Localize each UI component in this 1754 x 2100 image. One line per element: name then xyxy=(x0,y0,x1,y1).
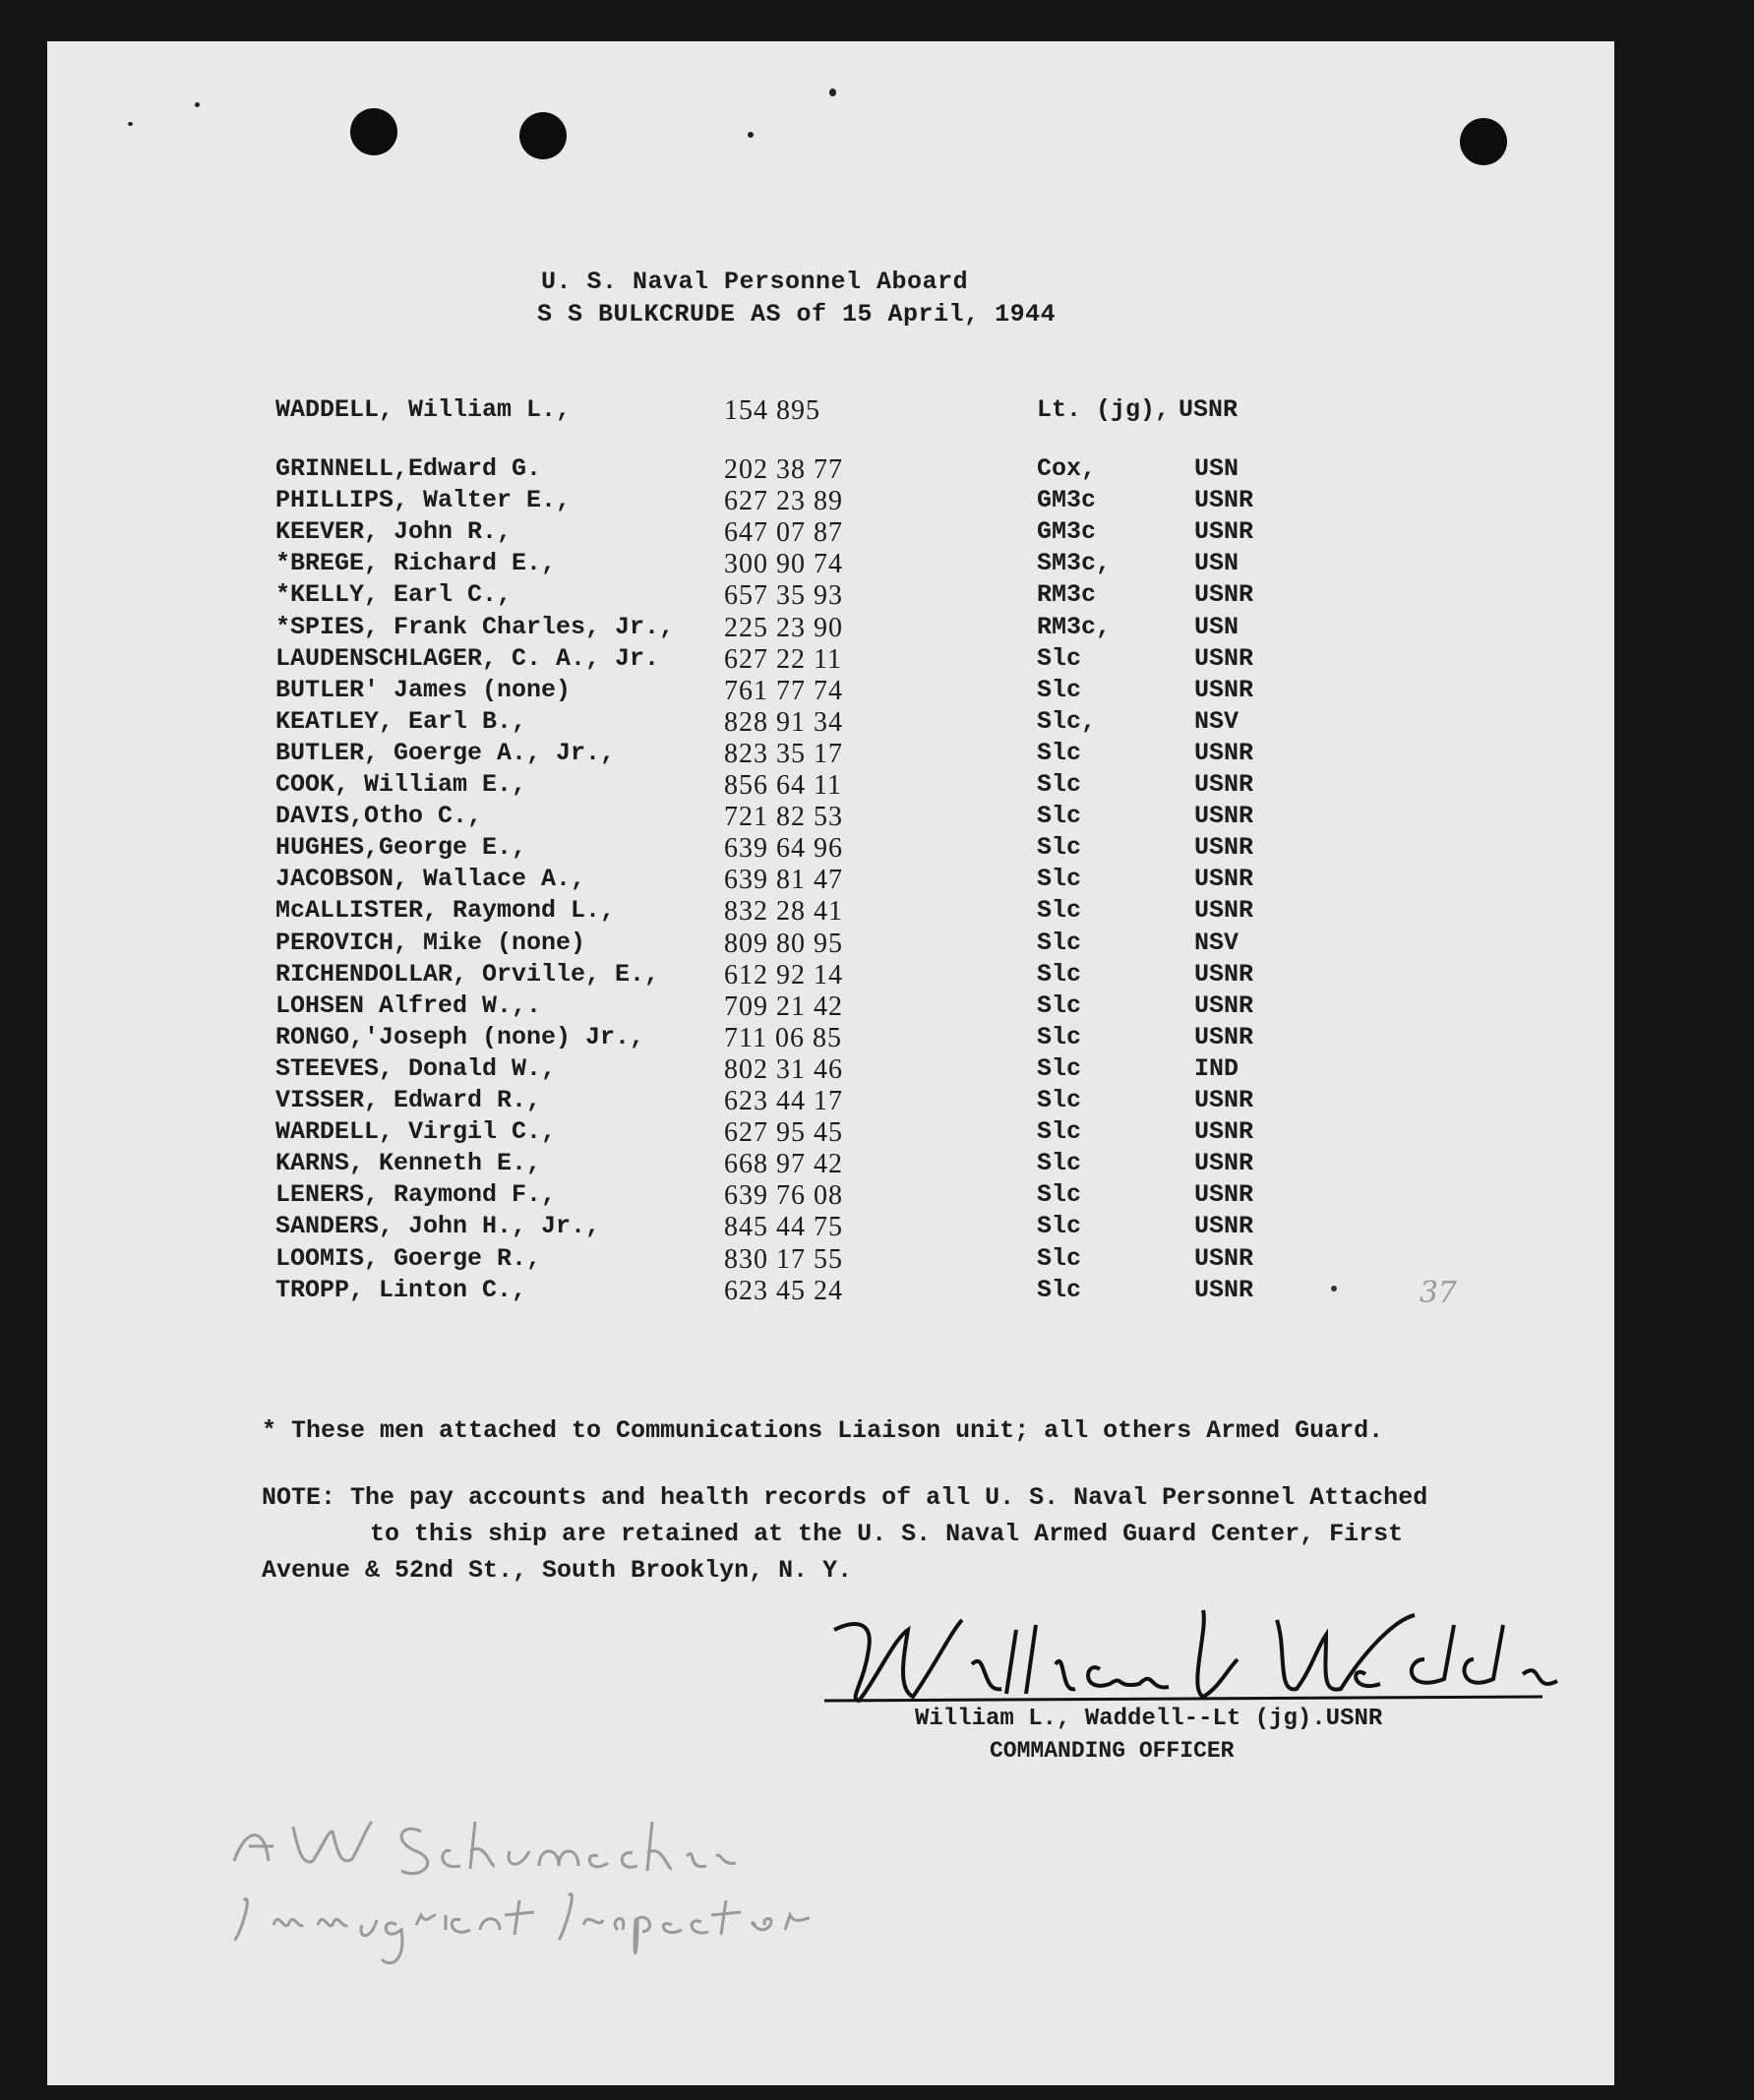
roster-row xyxy=(275,613,1358,644)
crew-service-number: 639 76 08 xyxy=(724,1180,843,1212)
roster-row xyxy=(275,1244,1358,1276)
ink-speck xyxy=(829,89,836,96)
crew-rate: RM3c, xyxy=(1037,612,1112,641)
pencil-inspector-annotation xyxy=(224,1792,933,1969)
roster-row xyxy=(275,1117,1358,1149)
crew-name: KEEVER, John R., xyxy=(275,517,513,547)
crew-rate: GM3c xyxy=(1037,517,1097,547)
crew-branch: USNR xyxy=(1194,896,1254,926)
crew-service-number: 711 06 85 xyxy=(724,1022,842,1053)
crew-service-number: 627 95 45 xyxy=(724,1117,843,1149)
crew-branch: USNR xyxy=(1194,517,1254,547)
crew-rate: Slc xyxy=(1037,1022,1082,1051)
roster-row xyxy=(275,960,1358,991)
ink-speck xyxy=(195,102,200,107)
crew-rate: Slc xyxy=(1037,1212,1082,1241)
crew-rate: Slc xyxy=(1037,675,1082,704)
note-line: NOTE: The pay accounts and health records of all U. S. Naval Personnel Attached xyxy=(262,1483,1428,1512)
officer-row xyxy=(275,395,1358,427)
crew-name: HUGHES,George E., xyxy=(275,833,527,863)
crew-branch: IND xyxy=(1194,1053,1240,1083)
crew-rate: Slc xyxy=(1037,738,1082,767)
crew-name: PHILLIPS, Walter E., xyxy=(275,486,572,515)
crew-service-number: 761 77 74 xyxy=(724,675,843,706)
crew-rate: Slc xyxy=(1037,928,1082,957)
crew-name: McALLISTER, Raymond L., xyxy=(275,896,616,926)
crew-rate: Slc xyxy=(1037,1243,1082,1273)
crew-rate: Slc xyxy=(1037,865,1082,894)
crew-branch: USNR xyxy=(1194,833,1254,863)
crew-name: STEEVES, Donald W., xyxy=(275,1053,557,1083)
crew-rate: Cox, xyxy=(1037,454,1097,483)
crew-branch: USN xyxy=(1194,454,1240,483)
crew-branch: USNR xyxy=(1194,1243,1254,1273)
note-paragraph xyxy=(262,1479,1560,1589)
crew-service-number: 832 28 41 xyxy=(724,896,843,928)
ink-speck xyxy=(128,122,133,126)
crew-name: LOOMIS, Goerge R., xyxy=(275,1243,542,1273)
crew-name: *SPIES, Frank Charles, Jr., xyxy=(275,612,675,641)
roster-row xyxy=(275,517,1358,549)
crew-name: TROPP, Linton C., xyxy=(275,1275,527,1304)
crew-service-number: 225 23 90 xyxy=(724,612,843,643)
crew-branch: USNR xyxy=(1194,738,1254,767)
crew-branch: USNR xyxy=(1194,1022,1254,1051)
crew-branch: NSV xyxy=(1194,706,1240,736)
crew-service-number: 802 31 46 xyxy=(724,1053,843,1085)
crew-rate: Slc xyxy=(1037,896,1082,926)
crew-branch: USNR xyxy=(1194,1180,1254,1210)
roster-row xyxy=(275,896,1358,928)
crew-branch: NSV xyxy=(1194,928,1240,957)
crew-name: LOHSEN Alfred W.,. xyxy=(275,990,542,1020)
crew-rate: SM3c, xyxy=(1037,549,1112,578)
margin-pencil-mark: 37 xyxy=(1419,1276,1457,1310)
crew-service-number: 845 44 75 xyxy=(724,1212,843,1243)
crew-name: RONGO,'Joseph (none) Jr., xyxy=(275,1022,645,1051)
roster-row xyxy=(275,549,1358,580)
crew-name: DAVIS,Otho C., xyxy=(275,802,483,831)
crew-name: SANDERS, John H., Jr., xyxy=(275,1212,601,1241)
crew-service-number: 623 45 24 xyxy=(724,1275,843,1306)
roster-row xyxy=(275,486,1358,517)
crew-name: WARDELL, Virgil C., xyxy=(275,1117,557,1147)
crew-rate: GM3c xyxy=(1037,486,1097,515)
crew-name: *BREGE, Richard E., xyxy=(275,549,557,578)
officer-name: WADDELL, William L., xyxy=(275,395,572,424)
signatory-title: COMMANDING OFFICER xyxy=(990,1738,1235,1764)
crew-name: VISSER, Edward R., xyxy=(275,1086,542,1114)
roster-row xyxy=(275,676,1358,707)
crew-name: *KELLY, Earl C., xyxy=(275,580,513,610)
crew-name: KARNS, Kenneth E., xyxy=(275,1149,542,1178)
crew-rate: Slc xyxy=(1037,1180,1082,1210)
crew-rate: Slc xyxy=(1037,1117,1082,1147)
note-line: to this ship are retained at the U. S. Naval Armed Guard Center, First xyxy=(370,1520,1404,1548)
typed-signatory-name: William L., Waddell--Lt (jg).USNR xyxy=(915,1706,1383,1732)
roster-row xyxy=(275,454,1358,486)
handwritten-signature xyxy=(815,1590,1562,1709)
officer-branch: USNR xyxy=(1179,395,1239,424)
officer-rate: Lt. (jg), xyxy=(1037,395,1171,424)
roster-row xyxy=(275,833,1358,865)
crew-rate: Slc xyxy=(1037,1149,1082,1178)
crew-service-number: 809 80 95 xyxy=(724,928,843,959)
crew-service-number: 647 07 87 xyxy=(724,517,843,549)
crew-branch: USNR xyxy=(1194,675,1254,704)
roster-row xyxy=(275,580,1358,612)
crew-name: JACOBSON, Wallace A., xyxy=(275,865,586,894)
crew-name: GRINNELL,Edward G. xyxy=(275,454,542,483)
roster-row xyxy=(275,739,1358,770)
crew-branch: USN xyxy=(1194,549,1240,578)
roster-row xyxy=(275,770,1358,802)
roster-row xyxy=(275,1276,1358,1307)
crew-branch: USNR xyxy=(1194,959,1254,989)
crew-name: RICHENDOLLAR, Orville, E., xyxy=(275,959,660,989)
crew-rate: Slc xyxy=(1037,959,1082,989)
crew-service-number: 709 21 42 xyxy=(724,990,843,1022)
crew-rate: Slc xyxy=(1037,1086,1082,1114)
crew-branch: USNR xyxy=(1194,1212,1254,1241)
roster-row xyxy=(275,707,1358,739)
crew-service-number: 623 44 17 xyxy=(724,1086,843,1116)
crew-service-number: 828 91 34 xyxy=(724,706,843,738)
crew-service-number: 202 38 77 xyxy=(724,454,843,485)
punch-hole xyxy=(519,112,567,159)
crew-branch: USNR xyxy=(1194,1117,1254,1147)
punch-hole xyxy=(350,108,397,155)
crew-branch: USNR xyxy=(1194,643,1254,673)
crew-name: BUTLER, Goerge A., Jr., xyxy=(275,738,616,767)
crew-service-number: 639 64 96 xyxy=(724,833,843,865)
crew-service-number: 627 22 11 xyxy=(724,643,842,675)
roster-row xyxy=(275,644,1358,676)
signature-block xyxy=(815,1590,1602,1787)
crew-name: COOK, William E., xyxy=(275,770,527,799)
crew-rate: Slc xyxy=(1037,990,1082,1020)
crew-service-number: 657 35 93 xyxy=(724,580,843,612)
crew-branch: USNR xyxy=(1194,1275,1254,1304)
roster-row xyxy=(275,865,1358,896)
crew-rate: RM3c xyxy=(1037,580,1097,610)
roster-row xyxy=(275,1086,1358,1117)
crew-name: LENERS, Raymond F., xyxy=(275,1180,557,1210)
crew-name: KEATLEY, Earl B., xyxy=(275,706,527,736)
roster-row xyxy=(275,1054,1358,1086)
punch-hole xyxy=(1460,118,1507,165)
roster-row xyxy=(275,802,1358,833)
crew-branch: USNR xyxy=(1194,1086,1254,1114)
crew-rate: Slc xyxy=(1037,643,1082,673)
crew-branch: USNR xyxy=(1194,1149,1254,1178)
officer-service-number: 154 895 xyxy=(724,395,820,426)
crew-name: LAUDENSCHLAGER, C. A., Jr. xyxy=(275,643,660,673)
roster-row xyxy=(275,1023,1358,1054)
crew-branch: USNR xyxy=(1194,580,1254,610)
document-page xyxy=(47,41,1614,2085)
crew-service-number: 639 81 47 xyxy=(724,865,843,896)
crew-service-number: 627 23 89 xyxy=(724,486,843,517)
ink-speck xyxy=(748,132,754,138)
note-line: Avenue & 52nd St., South Brooklyn, N. Y. xyxy=(262,1556,853,1585)
header-title: U. S. Naval Personnel Aboard xyxy=(541,268,969,296)
crew-branch: USNR xyxy=(1194,865,1254,894)
roster-row xyxy=(275,1212,1358,1243)
crew-rate: Slc xyxy=(1037,802,1082,831)
crew-branch: USN xyxy=(1194,612,1240,641)
crew-rate: Slc xyxy=(1037,833,1082,863)
crew-branch: USNR xyxy=(1194,802,1254,831)
roster-row xyxy=(275,1149,1358,1180)
crew-service-number: 823 35 17 xyxy=(724,738,843,769)
crew-rate: Slc xyxy=(1037,770,1082,799)
crew-rate: Slc, xyxy=(1037,706,1097,736)
crew-branch: USNR xyxy=(1194,486,1254,515)
crew-service-number: 668 97 42 xyxy=(724,1149,843,1180)
crew-service-number: 721 82 53 xyxy=(724,802,843,833)
ink-speck xyxy=(1331,1286,1337,1291)
crew-service-number: 830 17 55 xyxy=(724,1243,843,1275)
roster-row xyxy=(275,1180,1358,1212)
crew-rate: Slc xyxy=(1037,1275,1082,1304)
roster-row xyxy=(275,929,1358,960)
footnote: * These men attached to Communications Liaison unit; all others Armed Guard. xyxy=(262,1416,1384,1445)
crew-rate: Slc xyxy=(1037,1053,1082,1083)
roster-row xyxy=(275,991,1358,1023)
crew-service-number: 300 90 74 xyxy=(724,549,843,580)
crew-branch: USNR xyxy=(1194,990,1254,1020)
crew-service-number: 612 92 14 xyxy=(724,959,843,990)
header-subtitle: S S BULKCRUDE AS of 15 April, 1944 xyxy=(537,300,1057,329)
crew-service-number: 856 64 11 xyxy=(724,770,842,801)
crew-name: BUTLER' James (none) xyxy=(275,675,572,704)
crew-name: PEROVICH, Mike (none) xyxy=(275,928,586,957)
crew-branch: USNR xyxy=(1194,770,1254,799)
